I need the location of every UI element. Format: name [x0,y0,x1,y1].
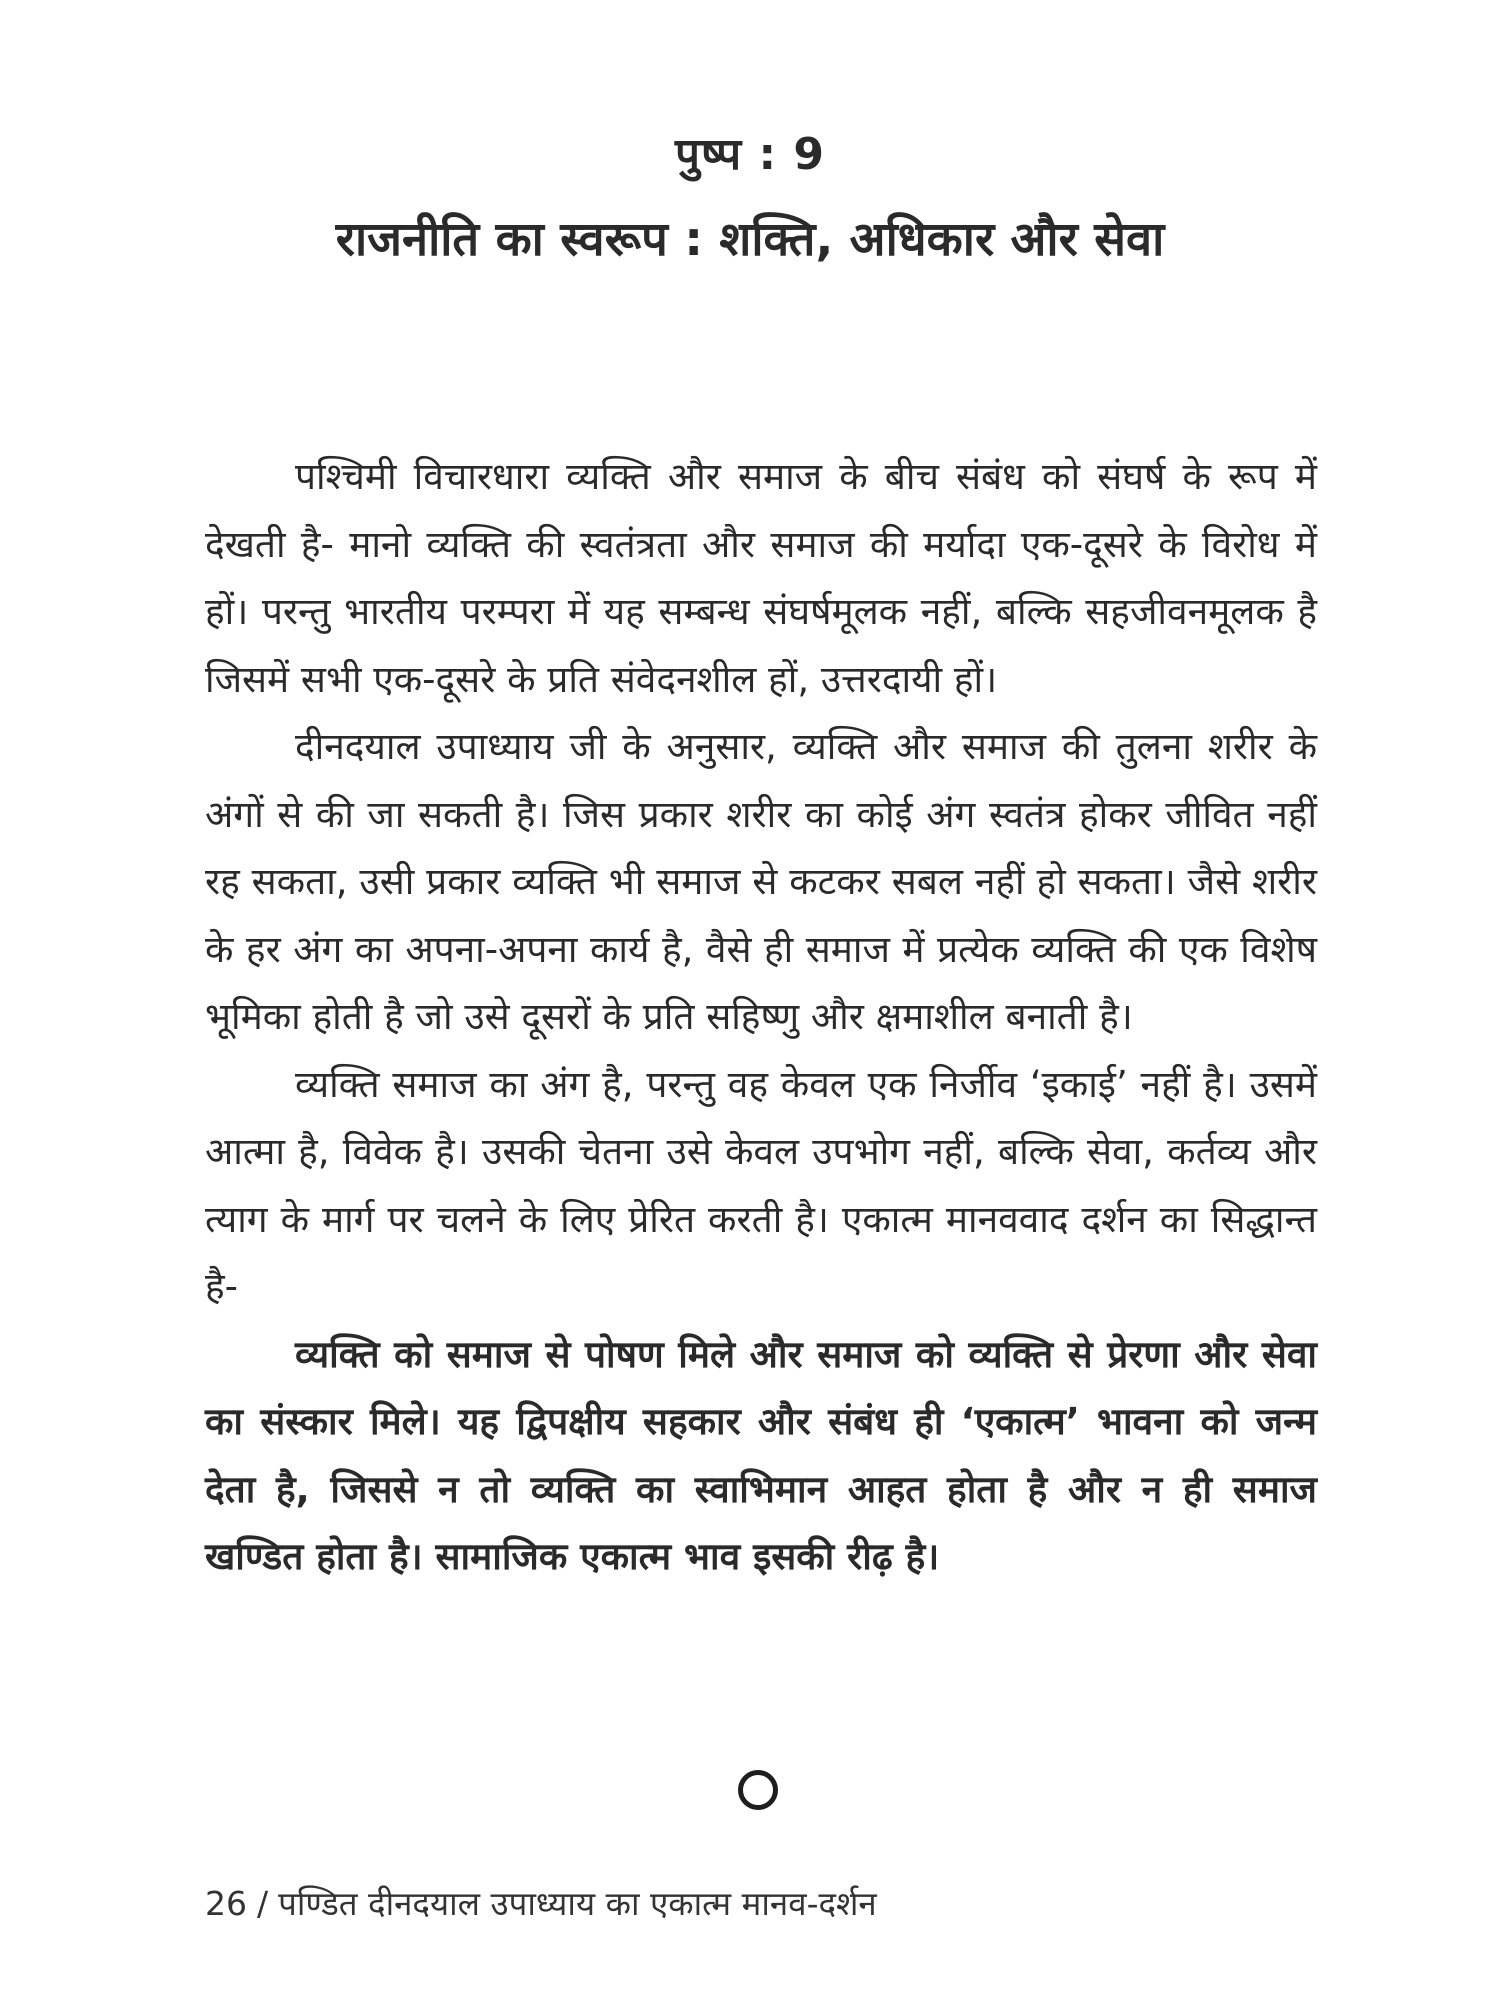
paragraph-4-emphasis: व्यक्ति को समाज से पोषण मिले और समाज को व्यक्ति से प्रेरणा और सेवा का संस्कार मिले। यह द्विपक्षीय सहकार और संबंध ही ‘एकात्म’ भावना को जन्म देता है, जिससे न तो व्यक्ति का स्वाभिमान आहत होता है और न ही समाज खण्डित होता है। सामाजिक एकात्म भाव इसकी रीढ़ है। [205,1332,1317,1578]
footer-separator: / [257,1884,269,1923]
page-footer [205,1880,877,1925]
body-text [205,443,1317,1591]
page-number: 26 [205,1884,247,1923]
paragraph-1: पश्चिमी विचारधारा व्यक्ति और समाज के बीच संबंध को संघर्ष के रूप में देखती है- मानो व्यक्ति की स्वतंत्रता और समाज की मर्यादा एक-दूसरे के विरोध में हों। परन्तु भारतीय परम्परा में यह सम्बन्ध संघर्षमूलक नहीं, बल्कि सहजीवनमूलक है जिसमें सभी एक-दूसरे के प्रति संवेदनशील हों, उत्तरदायी हों। [205,455,1317,701]
paragraph-2: दीनदयाल उपाध्याय जी के अनुसार, व्यक्ति और समाज की तुलना शरीर के अंगों से की जा सकती है। जिस प्रकार शरीर का कोई अंग स्वतंत्र होकर जीवित नहीं रह सकता, उसी प्रकार व्यक्ति भी समाज से कटकर सबल नहीं हो सकता। जैसे शरीर के हर अंग का अपना-अपना कार्य है, वैसे ही समाज में प्रत्येक व्यक्ति की एक विशेष भूमिका होती है जो उसे दूसरों के प्रति सहिष्णु और क्षमाशील बनाती है। [205,725,1317,1038]
paragraph-3: व्यक्ति समाज का अंग है, परन्तु वह केवल एक निर्जीव ‘इकाई’ नहीं है। उसमें आत्मा है, विवेक है। उसकी चेतना उसे केवल उपभोग नहीं, बल्कि सेवा, कर्तव्य और त्याग के मार्ग पर चलने के लिए प्रेरित करती है। एकात्म मानववाद दर्शन का सिद्धान्त है- [205,1062,1317,1308]
chapter-number: पुष्प : 9 [675,129,825,180]
chapter-title: राजनीति का स्वरूप : शक्ति, अधिकार और सेवा [335,212,1165,267]
book-title: पण्डित दीनदयाल उपाध्याय का एकात्म मानव-दर्शन [278,1884,877,1923]
section-end-circle-icon [738,1770,778,1810]
